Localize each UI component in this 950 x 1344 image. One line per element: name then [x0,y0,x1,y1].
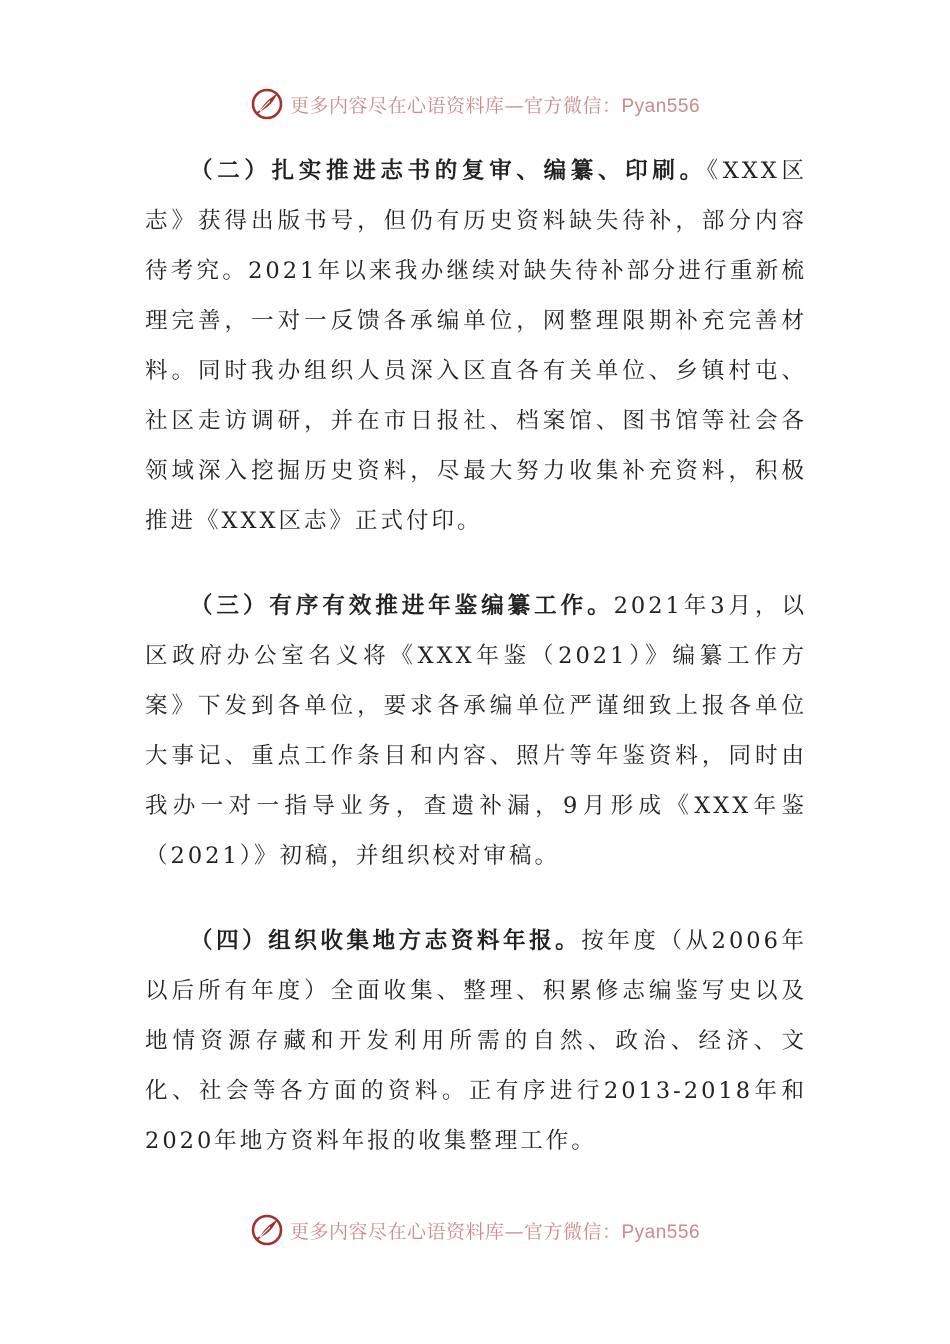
banner-text-cn: 更多内容尽在心语资料库—官方微信： [289,1220,622,1243]
quill-logo-icon [250,87,284,121]
section-2-body: 《XXX区志》获得出版书号，但仍有历史资料缺失待补，部分内容待考究。2021年以来我办继续对缺失待补部分进行重新梳理完善，一对一反馈各承编单位，网整理限期补充完善材料。同时我办组织人员深入区直各有关单位、乡镇村屯、社区走访调研，并在市日报社、档案馆、图书馆等社会各领域深入挖掘历史资料，尽最大努力收集补充资料，积极推进《XXX区志》正式付印。 [145,158,807,534]
section-2-paragraph [145,146,807,546]
header-banner [0,84,950,124]
section-3-heading: （三）有序有效推进年鉴编纂工作。 [190,593,614,619]
section-2-heading: （二）扎实推进志书的复审、编纂、印刷。 [190,158,707,184]
banner-content [250,87,700,121]
quill-logo-icon [250,1213,284,1247]
banner-wechat-id: Pyan556 [621,1221,701,1243]
section-4-heading: （四）组织收集地方志资料年报。 [190,928,582,954]
section-4-paragraph [145,916,807,1166]
banner-wechat-id: Pyan556 [621,95,701,117]
section-3-body: 2021年3月，以区政府办公室名义将《XXX年鉴（2021）》编纂工作方案》下发到各单位，要求各承编单位严谨细致上报各单位大事记、重点工作条目和内容、照片等年鉴资料，同时由我办一对一指导业务，查遗补漏，9月形成《XXX年鉴（2021）》初稿，并组织校对审稿。 [145,593,807,869]
banner-content [250,1213,700,1247]
banner-text [290,91,700,118]
document-body [145,146,807,1201]
banner-text-cn: 更多内容尽在心语资料库—官方微信： [289,94,622,117]
footer-banner [0,1210,950,1250]
section-4-body: 按年度（从2006年以后所有年度）全面收集、整理、积累修志编鉴写史以及地情资源存藏和开发利用所需的自然、政治、经济、文化、社会等各方面的资料。正有序进行2013-2018年和2020年地方资料年报的收集整理工作。 [145,928,807,1154]
banner-text [290,1217,700,1244]
section-3-paragraph [145,581,807,881]
